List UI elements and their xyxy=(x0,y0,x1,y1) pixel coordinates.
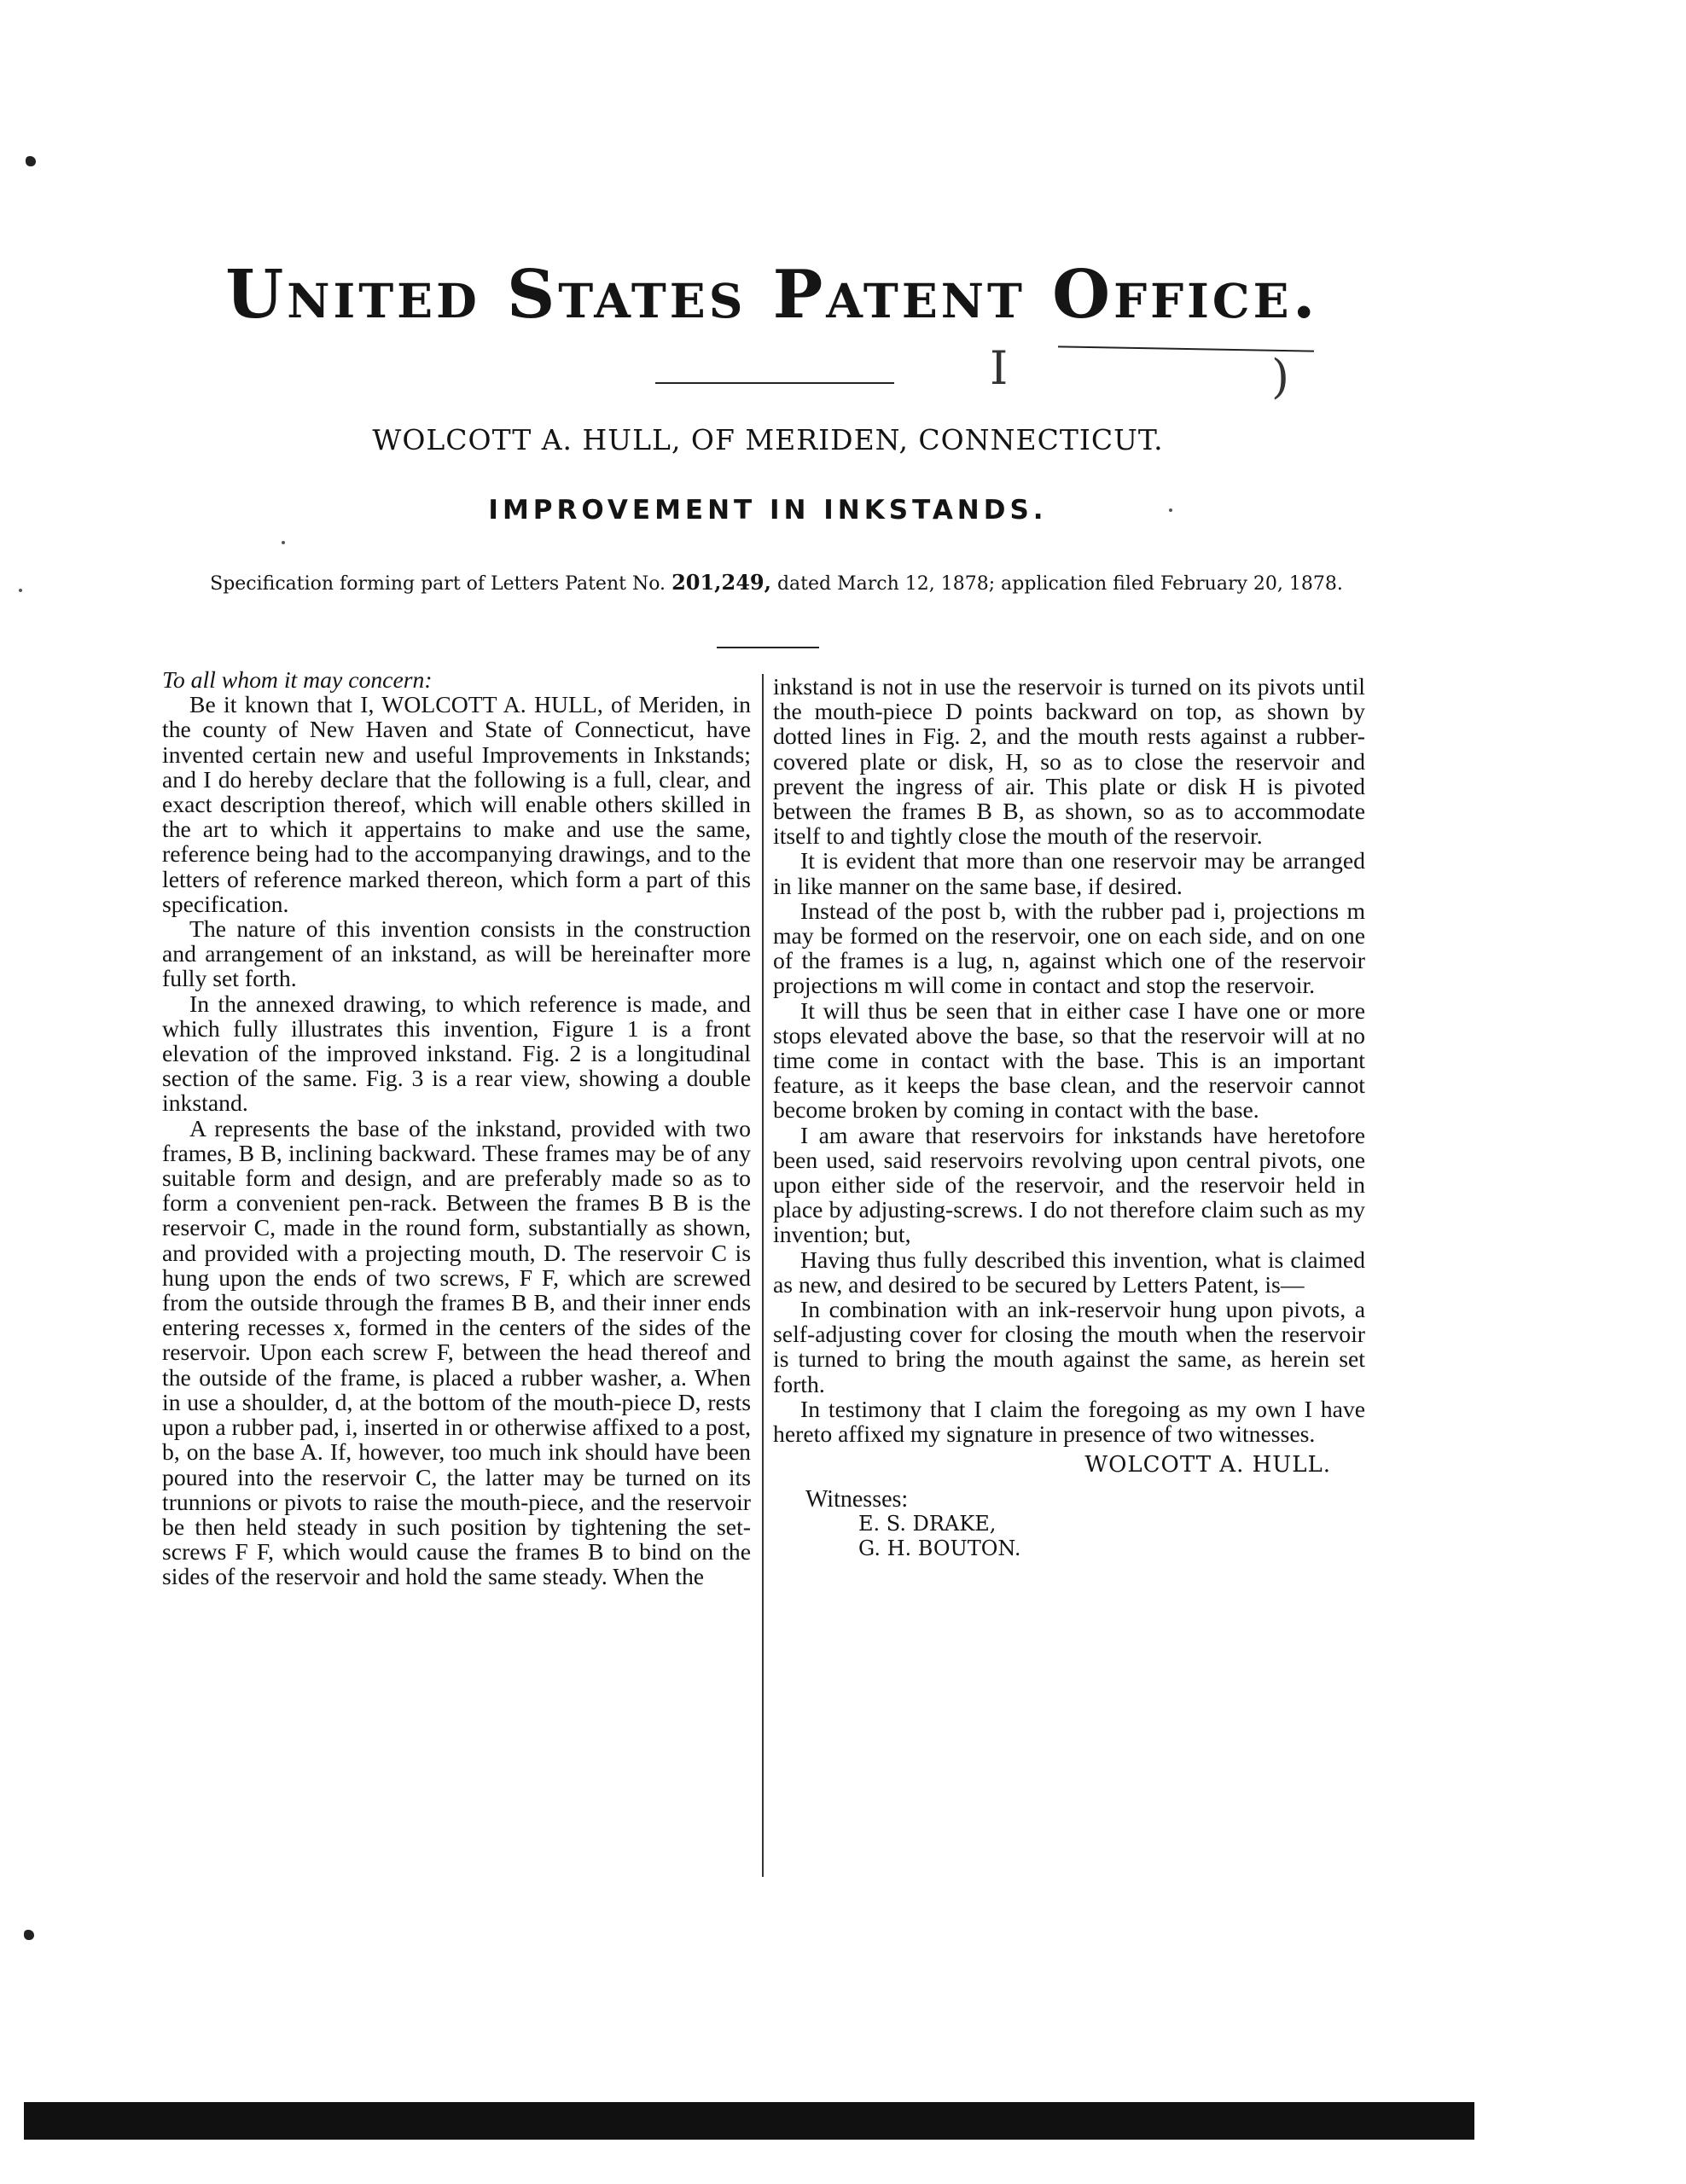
witness-name: E. S. DRAKE, xyxy=(858,1511,997,1536)
column-divider xyxy=(762,674,764,1877)
left-column xyxy=(162,667,751,1589)
patent-number: 201,249, xyxy=(671,570,771,595)
inventor-line: WOLCOTT A. HULL, OF MERIDEN, CONNECTICUT. xyxy=(372,423,1164,456)
paragraph: The nature of this invention consists in the construction and arrangement of an inkstand, as will be hereinafter more fully set forth. xyxy=(162,915,751,992)
paragraph: It is evident that more than one reservoir may be arranged in like manner on the same base, if desired. xyxy=(773,847,1365,899)
witness-name: G. H. BOUTON. xyxy=(858,1536,1021,1560)
title-rule xyxy=(655,382,894,384)
right-paragraphs xyxy=(773,674,1365,1446)
spec-prefix: Specification forming part of Letters Patent No. xyxy=(210,573,666,595)
invention-title: IMPROVEMENT IN INKSTANDS. xyxy=(488,495,1048,526)
paragraph: Instead of the post b, with the rubber pad i, projections m may be formed on the reservoir, one on each side, and on one of the frames is a lug, n, against which one of the reservoir projections m will come in contact and stop the reservoir. xyxy=(773,897,1365,999)
paragraph: I am aware that reservoirs for inkstands have heretofore been used, said reservoirs revolving upon central pivots, one upon either side of the reservoir, and the reservoir held in place by adjusting-screws. I do not therefore claim such as my invention; but, xyxy=(773,1121,1365,1248)
header-rule xyxy=(717,647,819,648)
handwritten-mark: ) xyxy=(1271,350,1290,404)
signature: WOLCOTT A. HULL. xyxy=(1084,1452,1331,1478)
right-column xyxy=(773,674,1365,1561)
scan-bottom-bar xyxy=(24,2102,1474,2140)
paragraph: It will thus be seen that in either case I have one or more stops elevated above the base, so that the reservoir will at no time come in contact with the base. This is an important feature, as it keeps the base clean, and the reservoir cannot become broken by coming in contact with the base. xyxy=(773,996,1365,1124)
scan-mark xyxy=(26,156,36,166)
paragraph: Be it known that I, WOLCOTT A. HULL, of Meriden, in the county of New Haven and State of Connecticut, have invented certain new and useful Improvements in Inkstands; and I do hereby declare that the following is a full, clear, and exact description thereof, which will enable others skilled in the art to which it appertains to make and use the same, reference being had to the accompanying drawings, and to the letters of reference marked thereon, which form a part of this specification. xyxy=(162,691,751,917)
witnesses-label: Witnesses: xyxy=(805,1485,909,1513)
scan-speck xyxy=(282,541,285,544)
paragraph: Having thus fully described this invention, what is claimed as new, and desired to be secured by Letters Patent, is— xyxy=(773,1246,1365,1298)
scan-speck xyxy=(19,589,22,592)
paragraph: In the annexed drawing, to which reference is made, and which fully illustrates this invention, Figure 1 is a front elevation of the improved inkstand. Fig. 2 is a longitudinal section of the same. Fig. 3 is a rear view, showing a double inkstand. xyxy=(162,990,751,1117)
paragraph: In combination with an ink-reservoir hung upon pivots, a self-adjusting cover for closing the mouth when the reservoir is turned to bring the mouth against the same, as herein set forth. xyxy=(773,1296,1365,1397)
specification-line xyxy=(196,570,1357,597)
spec-suffix: dated March 12, 1878; application filed February 20, 1878. xyxy=(776,573,1343,595)
paragraph: inkstand is not in use the reservoir is turned on its pivots until the mouth-piece D points backward on top, as shown by dotted lines in Fig. 2, and the mouth rests against a rubber-covered plate or disk, H, so as to close the reservoir and prevent the ingress of air. This plate or disk H is pivoted between the frames B B, as shown, so as to accommodate itself to and tightly close the mouth of the reservoir. xyxy=(773,673,1365,850)
office-title: United States Patent Office. xyxy=(225,256,1319,334)
paragraph: A represents the base of the inkstand, provided with two frames, B B, inclining backward. These frames may be of any suitable form and design, and are preferably made so as to form a convenient pen-rack. Between the frames B B is the reservoir C, made in the round form, substantially as shown, and provided with a projecting mouth, D. The reservoir C is hung upon the ends of two screws, F F, which are screwed from the outside through the frames B B, and their inner ends entering recesses x, formed in the centers of the sides of the reservoir. Upon each screw F, between the head thereof and the outside of the frame, is placed a rubber washer, a. When in use a shoulder, d, at the bottom of the mouth-piece D, rests upon a rubber pad, i, inserted in or otherwise affixed to a post, b, on the base A. If, however, too much ink should have been poured into the reservoir C, the latter may be turned on its trunnions or pivots to raise the mouth-piece, and the reservoir be then held steady in such position by tightening the set-screws F F, which would cause the frames B to bind on the sides of the reservoir and hold the same steady. When the xyxy=(162,1114,751,1590)
scan-mark xyxy=(24,1930,34,1940)
salutation: To all whom it may concern: xyxy=(162,666,433,693)
handwritten-mark: I xyxy=(990,341,1009,395)
paragraph: In testimony that I claim the foregoing as my own I have hereto affixed my signature in presence of two witnesses. xyxy=(773,1395,1365,1448)
